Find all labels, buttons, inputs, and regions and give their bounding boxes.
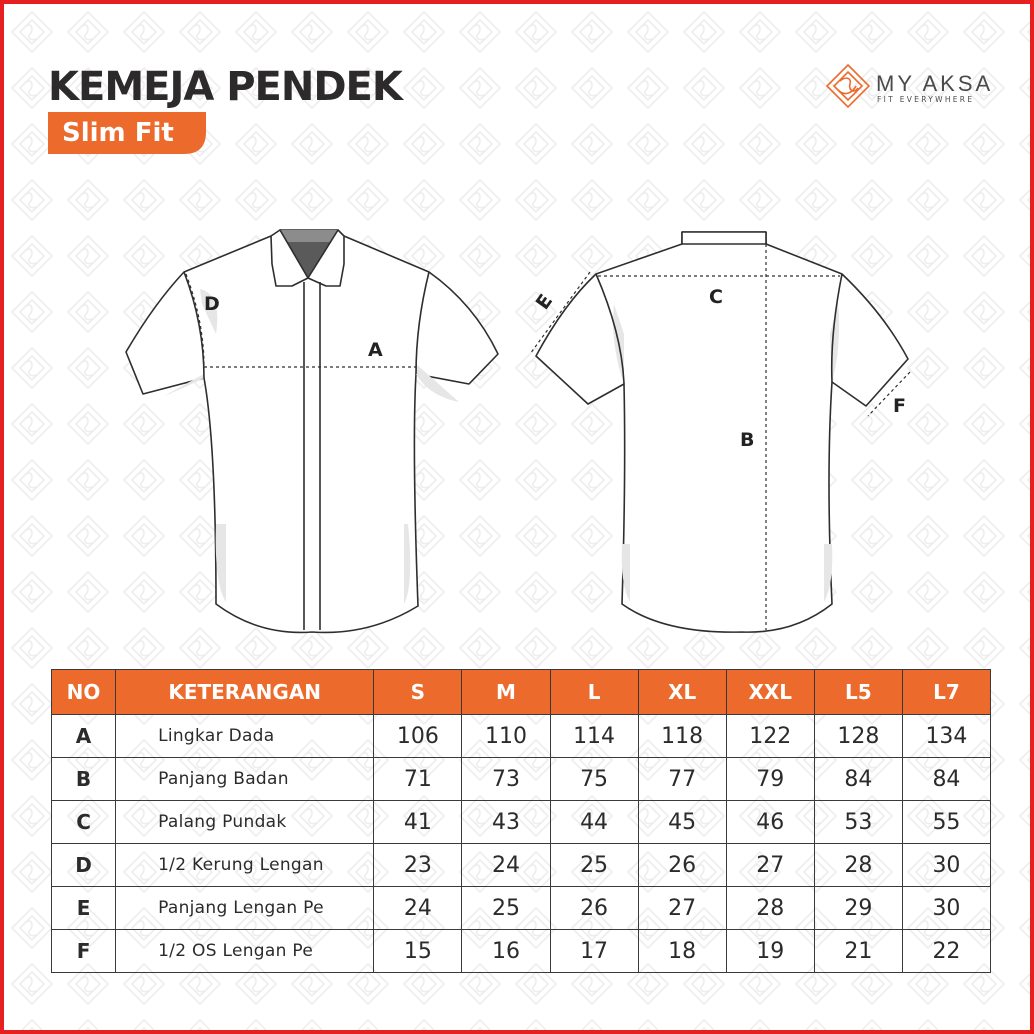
measure-label-b: B: [740, 429, 755, 451]
size-table: [51, 669, 991, 973]
row-description: Panjang Lengan Pe: [116, 887, 374, 930]
cell-value: 18: [638, 930, 726, 973]
cell-value: 28: [814, 844, 902, 887]
cell-value: 24: [462, 844, 550, 887]
cell-value: 27: [726, 844, 814, 887]
header-size-xxl: XXL: [726, 670, 814, 715]
cell-value: 53: [814, 801, 902, 844]
cell-value: 25: [550, 844, 638, 887]
measure-label-d: D: [204, 293, 220, 315]
cell-value: 23: [374, 844, 462, 887]
table-row: [52, 844, 991, 887]
cell-value: 17: [550, 930, 638, 973]
row-no: A: [52, 715, 116, 758]
row-no: D: [52, 844, 116, 887]
cell-value: 16: [462, 930, 550, 973]
cell-value: 28: [726, 887, 814, 930]
cell-value: 45: [638, 801, 726, 844]
cell-value: 43: [462, 801, 550, 844]
cell-value: 24: [374, 887, 462, 930]
cell-value: 110: [462, 715, 550, 758]
header-no: NO: [52, 670, 116, 715]
fit-badge-label: Slim Fit: [62, 118, 174, 148]
cell-value: 46: [726, 801, 814, 844]
table-row: [52, 930, 991, 973]
table-row: [52, 887, 991, 930]
measure-label-c: C: [709, 286, 723, 308]
cell-value: 71: [374, 758, 462, 801]
row-no: C: [52, 801, 116, 844]
row-no: E: [52, 887, 116, 930]
row-no: F: [52, 930, 116, 973]
row-no: B: [52, 758, 116, 801]
cell-value: 22: [902, 930, 990, 973]
cell-value: 25: [462, 887, 550, 930]
cell-value: 134: [902, 715, 990, 758]
measure-label-f: F: [893, 395, 906, 417]
cell-value: 84: [902, 758, 990, 801]
cell-value: 19: [726, 930, 814, 973]
cell-value: 118: [638, 715, 726, 758]
row-description: Palang Pundak: [116, 801, 374, 844]
header-size-s: S: [374, 670, 462, 715]
cell-value: 55: [902, 801, 990, 844]
table-row: [52, 801, 991, 844]
measure-label-e: E: [531, 290, 558, 314]
header-size-l7: L7: [902, 670, 990, 715]
header-size-l5: L5: [814, 670, 902, 715]
cell-value: 77: [638, 758, 726, 801]
shirt-illustrations: [4, 4, 1030, 664]
cell-value: 44: [550, 801, 638, 844]
page-title: KEMEJA PENDEK: [48, 64, 402, 110]
cell-value: 26: [638, 844, 726, 887]
cell-value: 41: [374, 801, 462, 844]
row-description: Panjang Badan: [116, 758, 374, 801]
measure-label-a: A: [368, 339, 383, 361]
cell-value: 29: [814, 887, 902, 930]
size-table-header: [52, 670, 991, 715]
header-size-m: M: [462, 670, 550, 715]
cell-value: 21: [814, 930, 902, 973]
row-description: Lingkar Dada: [116, 715, 374, 758]
header-keterangan: KETERANGAN: [116, 670, 374, 715]
cell-value: 30: [902, 887, 990, 930]
table-row: [52, 715, 991, 758]
cell-value: 106: [374, 715, 462, 758]
cell-value: 26: [550, 887, 638, 930]
cell-value: 122: [726, 715, 814, 758]
row-description: 1/2 Kerung Lengan: [116, 844, 374, 887]
cell-value: 75: [550, 758, 638, 801]
header-size-l: L: [550, 670, 638, 715]
table-row: [52, 758, 991, 801]
cell-value: 128: [814, 715, 902, 758]
brand-tagline: FIT EVERYWHERE: [877, 95, 975, 104]
header-size-xl: XL: [638, 670, 726, 715]
cell-value: 114: [550, 715, 638, 758]
cell-value: 73: [462, 758, 550, 801]
cell-value: 15: [374, 930, 462, 973]
cell-value: 84: [814, 758, 902, 801]
front-shirt: [126, 230, 498, 632]
brand-name: MY AKSA: [876, 71, 994, 96]
cell-value: 27: [638, 887, 726, 930]
row-description: 1/2 OS Lengan Pe: [116, 930, 374, 973]
cell-value: 30: [902, 844, 990, 887]
cell-value: 79: [726, 758, 814, 801]
